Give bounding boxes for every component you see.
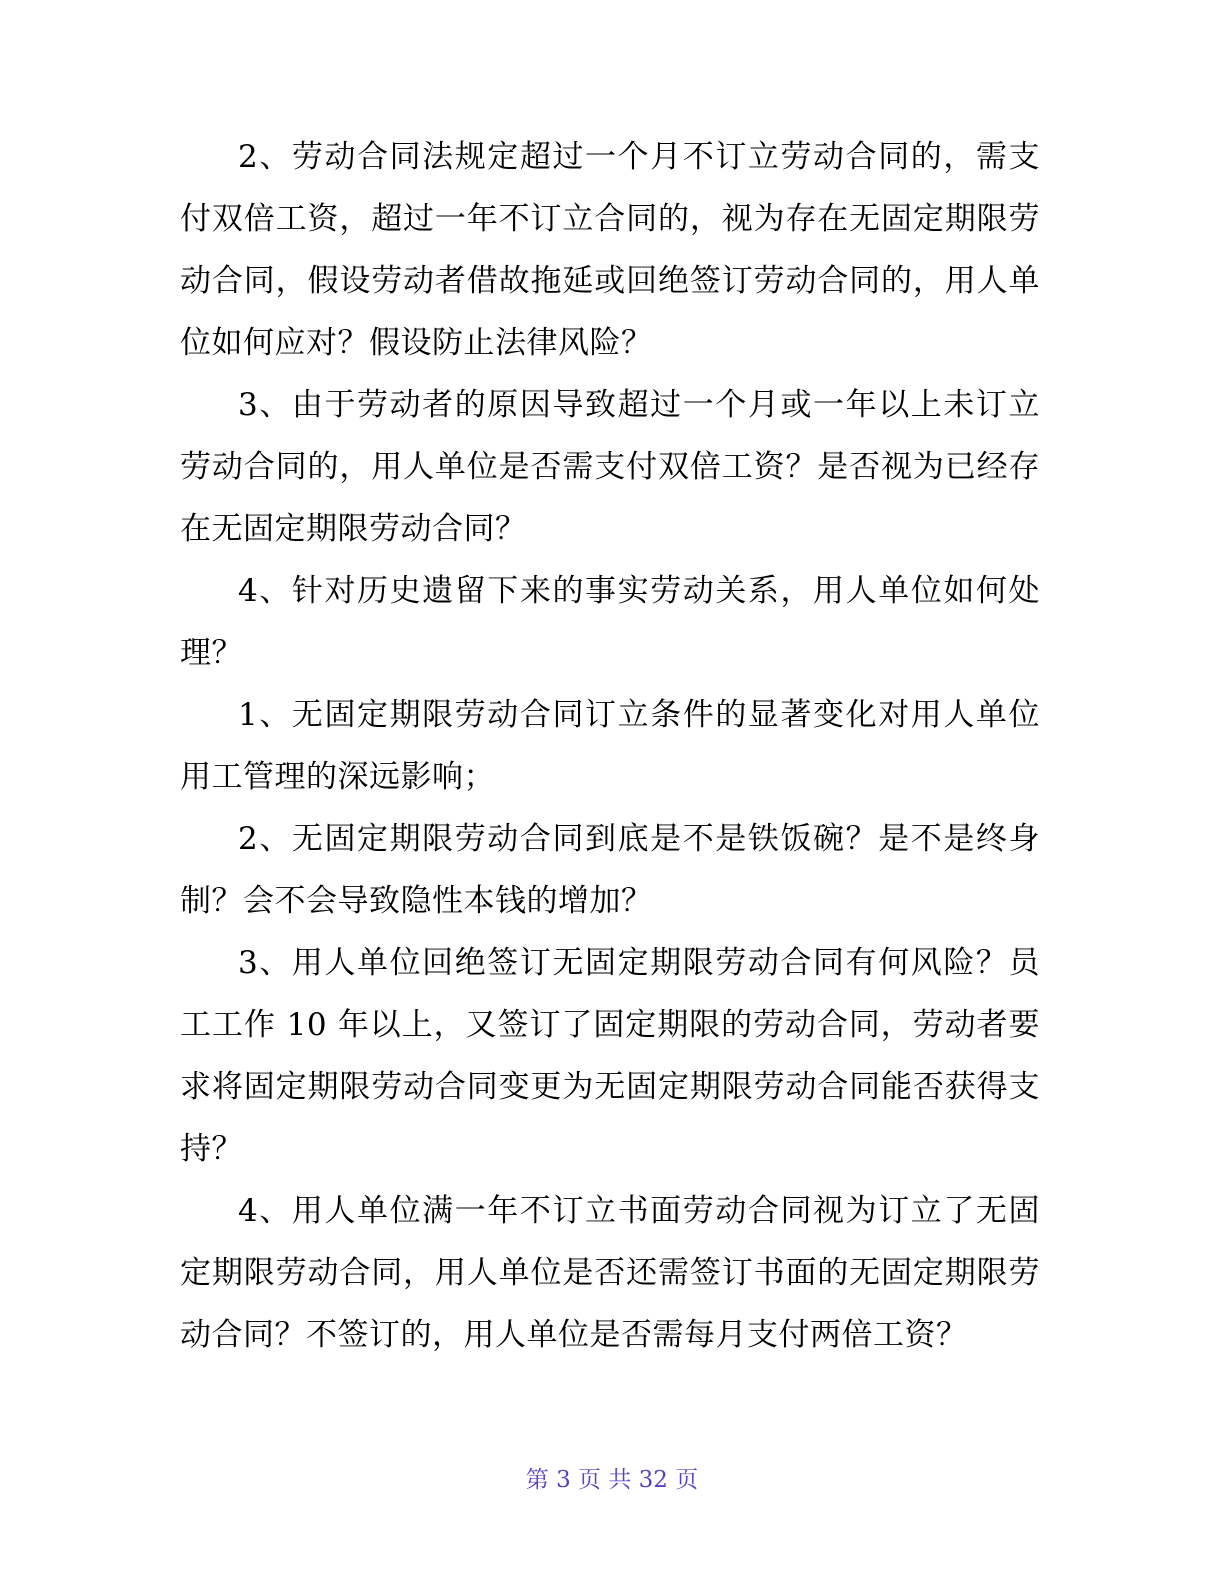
paragraph: 1、无固定期限劳动合同订立条件的显著变化对用人单位用工管理的深远影响； bbox=[180, 697, 1040, 795]
paragraph: 2、劳动合同法规定超过一个月不订立劳动合同的，需支付双倍工资，超过一年不订立合同的，视为存在无固定期限劳动合同，假设劳动者借故拖延或回绝签订劳动合同的，用人单位如何应对？假设防止法律风险？ bbox=[180, 139, 1040, 361]
paragraph: 4、针对历史遗留下来的事实劳动关系，用人单位如何处理？ bbox=[180, 573, 1040, 671]
document-body bbox=[180, 126, 1040, 1366]
paragraph: 3、用人单位回绝签订无固定期限劳动合同有何风险？员工工作 10 年以上，又签订了固定期限的劳动合同，劳动者要求将固定期限劳动合同变更为无固定期限劳动合同能否获得支持？ bbox=[180, 945, 1040, 1167]
paragraph: 3、由于劳动者的原因导致超过一个月或一年以上未订立劳动合同的，用人单位是否需支付双倍工资？是否视为已经存在无固定期限劳动合同？ bbox=[180, 387, 1040, 547]
paragraph: 2、无固定期限劳动合同到底是不是铁饭碗？是不是终身制？会不会导致隐性本钱的增加？ bbox=[180, 821, 1040, 919]
page-number-footer: 第 3 页 共 32 页 bbox=[525, 1467, 699, 1493]
paragraph: 4、用人单位满一年不订立书面劳动合同视为订立了无固定期限劳动合同，用人单位是否还需签订书面的无固定期限劳动合同？不签订的，用人单位是否需每月支付两倍工资？ bbox=[180, 1193, 1040, 1353]
